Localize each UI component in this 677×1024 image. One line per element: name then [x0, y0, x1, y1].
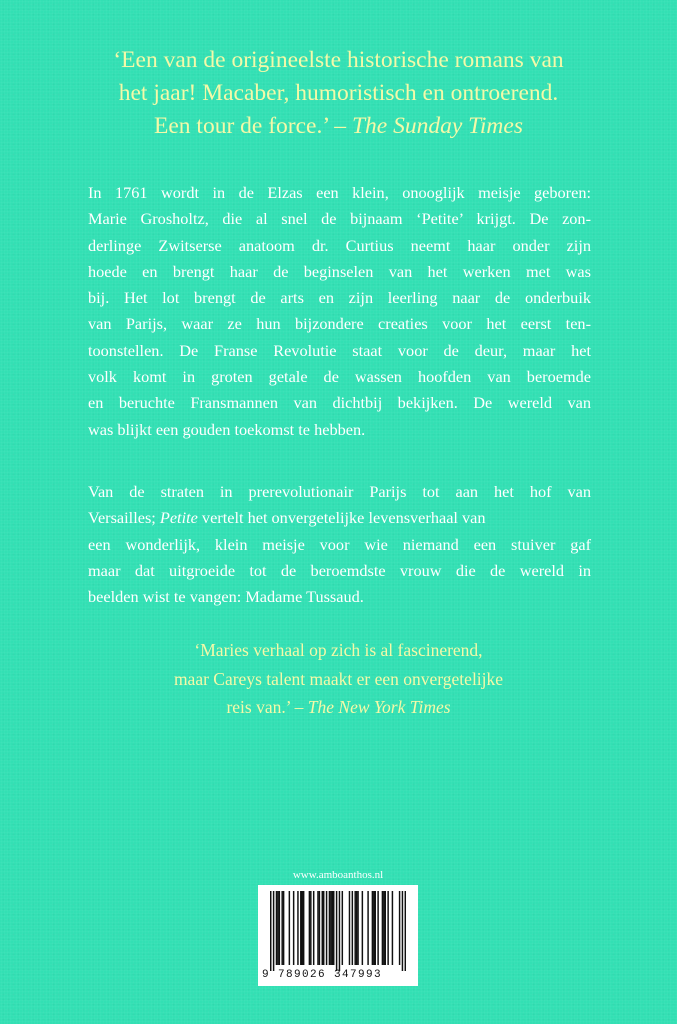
blurb-1-line: hoede en brengt haar de beginselen van het werken met was — [88, 261, 591, 281]
blurb-2-line-with-title — [88, 505, 591, 531]
blurb-1-line: volk komt in groten getale de wassen hoofden van beroemde — [88, 367, 591, 387]
top-review-quote — [40, 44, 637, 143]
top-quote-line-2: het jaar! Macaber, humoristisch en ontroerend. — [118, 80, 559, 106]
barcode-bar — [349, 891, 350, 965]
barcode-bar — [342, 891, 343, 965]
book-title-inline: Petite — [159, 508, 198, 528]
blurb-1-line: Marie Grosholtz, die al snel de bijnaam ‘Petite’ krijgt. De zon- — [88, 209, 591, 229]
barcode-bar — [279, 891, 280, 965]
top-quote-line-1: ‘Een van de origineelste historische romans van — [113, 47, 564, 73]
blurb-1-line: toonstellen. De Franse Revolutie staat voor de deur, maar het — [88, 340, 591, 360]
barcode-bar — [367, 891, 368, 965]
barcode-bar — [383, 891, 384, 965]
bottom-quote-line-3 — [90, 693, 587, 722]
barcode-bar — [352, 891, 353, 965]
barcode-bar — [336, 891, 337, 971]
barcode-digits: 9 789026 347993 — [262, 969, 383, 981]
barcode-bar — [357, 891, 358, 965]
barcode-bar — [323, 891, 324, 965]
bottom-review-quote — [90, 636, 587, 722]
barcode-bar — [354, 891, 355, 965]
blurb-1-line: In 1761 wordt in de Elzas een klein, onooglijk meisje geboren: — [88, 183, 591, 202]
barcode-bar — [283, 891, 284, 965]
barcode-bar — [277, 891, 278, 965]
blurb-1-line: derlinge Zwitserse anatoom dr. Curtius neemt haar onder zijn — [88, 235, 591, 255]
barcode-bar — [372, 891, 373, 965]
barcode-bar — [385, 891, 386, 965]
bottom-quote-line-1: ‘Maries verhaal op zich is al fascinerend, — [194, 640, 483, 660]
barcode-bar — [333, 891, 334, 965]
barcode-bar — [362, 891, 363, 965]
barcode-bar — [313, 891, 314, 965]
barcode-bar — [281, 891, 282, 965]
blurb-2-line-2-post: vertelt het onvergetelijke levensverhaal van — [197, 508, 486, 528]
blurb-paragraph-1 — [88, 180, 591, 443]
barcode-bar — [317, 891, 318, 965]
blurb-1-line: van Parijs, waar ze hun bijzondere creaties voor het eerst ten- — [88, 314, 591, 334]
barcode-bar — [375, 891, 376, 965]
barcode-bar — [330, 891, 331, 965]
top-quote-line-3-text: Een tour de force.’ – — [154, 113, 352, 139]
barcode-bar — [405, 891, 406, 971]
barcode-bar — [326, 891, 327, 965]
blurb-1-line: bij. Het lot brengt de arts en zijn leerling naar de onderbuik — [88, 288, 591, 308]
barcode-bar — [339, 891, 340, 971]
barcode-bar — [289, 891, 290, 965]
barcode-bar — [402, 891, 403, 971]
blurb-2-line: Van de straten in prerevolutionair Parijs tot aan het hof van — [88, 482, 591, 501]
barcode-bar — [399, 891, 400, 965]
barcode-bar — [332, 891, 333, 965]
barcode-bar — [276, 891, 277, 965]
barcode-bar — [377, 891, 378, 965]
blurb-paragraph-2 — [88, 479, 591, 610]
publisher-website: www.amboanthos.nl — [292, 869, 384, 881]
bottom-quote-line-3-text: reis van.’ – — [226, 697, 308, 717]
top-quote-source: The Sunday Times — [351, 113, 523, 139]
barcode-bar — [293, 891, 294, 965]
bottom-quote-line-2: maar Careys talent maakt er een onvergetelijke — [173, 668, 504, 689]
barcode-bar — [300, 891, 301, 965]
barcode-bar — [329, 891, 330, 965]
barcode-bar — [309, 891, 310, 965]
blurb-2-line: een wonderlijk, klein meisje voor wie niemand een stuiver gaf — [88, 534, 591, 554]
blurb-1-line: was blijkt een gouden toekomst te hebben. — [88, 419, 366, 439]
top-quote-line-3 — [40, 110, 637, 143]
blurb-2-line-2-pre: Versailles; — [88, 508, 160, 528]
barcode-bar — [319, 891, 320, 965]
blurb-2-line: maar dat uitgroeide tot de beroemdste vrouw die de wereld in — [88, 560, 591, 580]
barcode-bar — [310, 891, 311, 965]
barcode-bar — [356, 891, 357, 965]
barcode-bar — [270, 891, 271, 971]
blurb-1-line: en beruchte Fransmannen van dichtbij bekijken. De wereld van — [88, 393, 591, 413]
barcode-bar — [382, 891, 383, 965]
barcode-bar — [297, 891, 298, 965]
barcode-bar — [322, 891, 323, 965]
barcode-bar — [273, 891, 274, 971]
blurb-2-line: beelden wist te vangen: Madame Tussaud. — [88, 587, 364, 607]
barcode — [258, 885, 418, 986]
barcode-bar — [392, 891, 393, 965]
barcode-bar — [387, 891, 388, 965]
barcode-bar — [301, 891, 302, 965]
barcode-bar — [303, 891, 304, 965]
bottom-quote-source: The New York Times — [307, 697, 451, 717]
barcode-bar — [373, 891, 374, 965]
barcode-bars — [270, 891, 406, 971]
